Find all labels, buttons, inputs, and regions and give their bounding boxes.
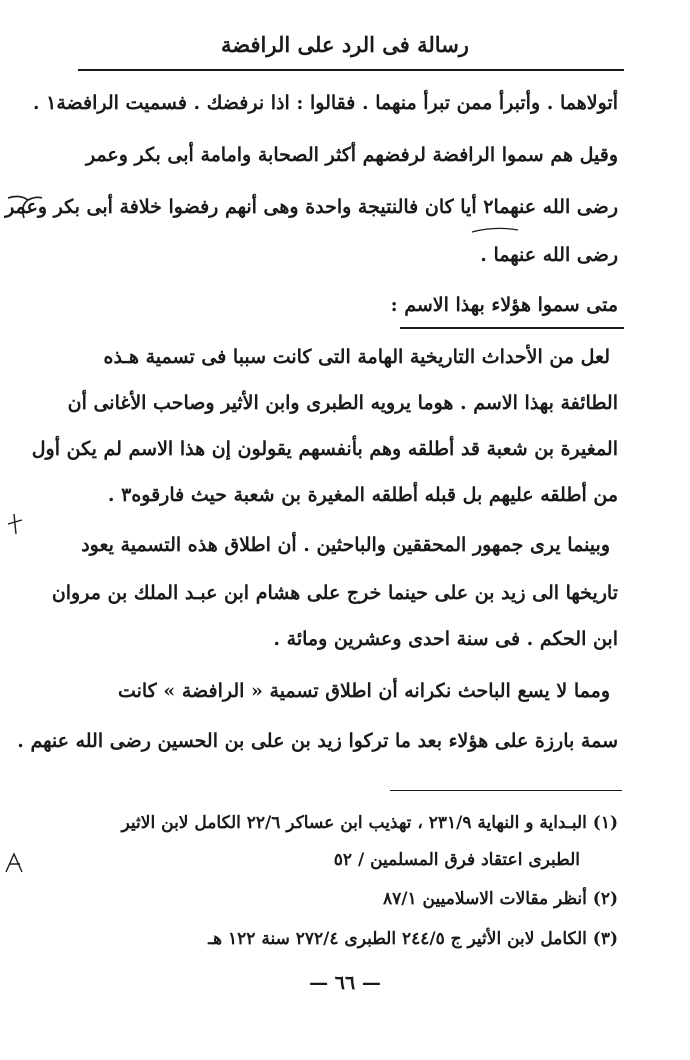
header-rule — [78, 69, 624, 71]
footnote-2: (٢) أنظر مقالات الاسلاميين ٨٧/١ — [383, 889, 618, 909]
running-header-title: رسالة فى الرد على الرافضة — [221, 32, 469, 57]
section-line-5: وبينما يرى جمهور المحققين والباحثين . أن اطلاق هذه التسمية يعود — [81, 534, 610, 556]
margin-annotation-icon — [470, 222, 520, 238]
footnote-1-continuation: الطبرى اعتقاد فرق المسلمين / ٥٢ — [333, 850, 580, 870]
body-line-3: رضى الله عنهما٢ أيا كان فالنتيجة واحدة وهى أنهم رفضوا خلافة أبى بكر وعمر — [5, 196, 618, 218]
body-line-4: رضى الله عنهما . — [480, 244, 618, 266]
body-line-2: وقيل هم سموا الرافضة لرفضهم أكثر الصحابة وامامة أبى بكر وعمر — [85, 144, 618, 166]
section-line-4: من أطلقه عليهم بل قبله أطلقه المغيرة بن شعبة حيث فارقوه٣ . — [107, 484, 618, 506]
margin-annotation-icon — [6, 186, 46, 226]
footnote-3: (٣) الكامل لابن الأثير ج ٢٤٤/٥ الطبرى ٢٧٢/٤ سنة ١٢٢ هـ — [208, 929, 618, 949]
section-line-3: المغيرة بن شعبة قد أطلقه وهم بأنفسهم يقولون إن هذا الاسم لم يكن أول — [31, 438, 618, 460]
section-line-9: سمة بارزة على هؤلاء بعد ما تركوا زيد بن على بن الحسين رضى الله عنهم . — [17, 730, 618, 752]
body-line-1: أتولاهما . وأتبرأ ممن تبرأ منهما . فقالوا : اذا نرفضك . فسميت الرافضة١ . — [32, 92, 618, 114]
margin-annotation-icon — [4, 510, 28, 538]
section-heading-rule — [400, 327, 624, 329]
footnote-rule — [390, 790, 622, 791]
section-line-2: الطائفة بهذا الاسم . هوما يرويه الطبرى وابن الأثير وصاحب الأغانى أن — [67, 392, 618, 414]
section-heading: متى سموا هؤلاء بهذا الاسم : — [390, 294, 618, 316]
margin-annotation-icon — [2, 850, 28, 876]
section-line-1: لعل من الأحداث التاريخية الهامة التى كانت سببا فى تسمية هـذه — [103, 346, 610, 368]
section-line-6: تاريخها الى زيد بن على حينما خرج على هشام ابن عبـد الملك بن مروان — [51, 582, 618, 604]
section-line-8: ومما لا يسع الباحث نكرانه أن اطلاق تسمية « الرافضة » كانت — [117, 680, 610, 702]
section-line-7: ابن الحكم . فى سنة احدى وعشرين ومائة . — [273, 628, 618, 650]
footnote-1: (١) البـداية و النهاية ٢٣١/٩ ، تهذيب ابن عساكر ٢٢/٦ الكامل لابن الاثير — [121, 813, 618, 833]
page-number: — ٦٦ — — [309, 972, 381, 994]
